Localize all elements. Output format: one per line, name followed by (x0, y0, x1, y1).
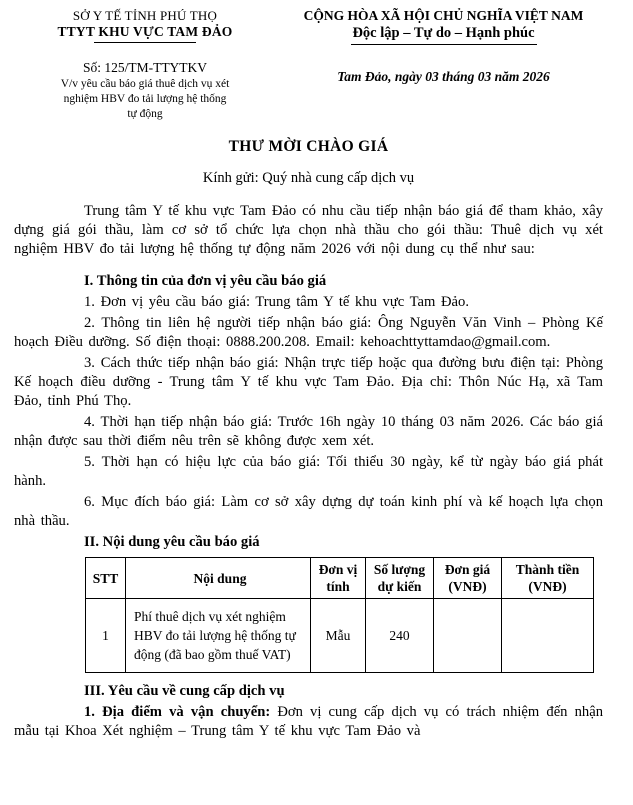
issuing-organization: TTYT KHU VỰC TAM ĐẢO (57, 24, 233, 39)
document-subject (14, 77, 276, 122)
section-1-item-4: 4. Thời hạn tiếp nhận báo giá: Trước 16h ngày 10 tháng 03 năm 2026. Các báo giá nhận được sau thời điểm nêu trên sẽ không được xem xét. (14, 414, 603, 449)
cell-so-luong: 240 (366, 599, 434, 673)
section-3-item-1-label: 1. Địa điểm và vận chuyển: (84, 704, 271, 720)
col-header-don-gia: Đơn giá (VNĐ) (434, 558, 502, 599)
national-motto-line2: Độc lập – Tự do – Hạnh phúc (352, 25, 535, 41)
document-title: THƯ MỜI CHÀO GIÁ (228, 138, 389, 155)
letterhead (14, 8, 603, 122)
letterhead-left (14, 8, 276, 122)
intro-paragraph: Trung tâm Y tế khu vực Tam Đảo có nhu cầu tiếp nhận báo giá để tham khảo, xây dựng giá gói thầu, làm cơ sở tổ chức lựa chọn nhà thầu cho gói thầu: Thuê dịch vụ xét nghiệm HBV đo tải lượng hệ thống tự động năm 2026 với nội dung cụ thể như sau: (14, 203, 603, 257)
section-1-item-1: 1. Đơn vị yêu cầu báo giá: Trung tâm Y tế khu vực Tam Đảo. (84, 294, 469, 310)
organization-underline (94, 42, 196, 43)
salutation: Kính gửi: Quý nhà cung cấp dịch vụ (202, 170, 415, 186)
section-1-heading: I. Thông tin của đơn vị yêu cầu báo giá (84, 273, 327, 289)
quotation-table-body (86, 599, 594, 673)
col-header-thanh-tien: Thành tiền (VNĐ) (502, 558, 594, 599)
cell-noi-dung: Phí thuê dịch vụ xét nghiệm HBV đo tải lượng hệ thống tự động (đã bao gồm thuế VAT) (126, 599, 311, 673)
document-number: Số: 125/TM-TTYTKV (82, 60, 208, 75)
place-date-line: Tam Đảo, ngày 03 tháng 03 năm 2026 (337, 69, 550, 84)
cell-thanh-tien (502, 599, 594, 673)
section-3-item-1 (14, 703, 603, 741)
cell-stt: 1 (86, 599, 126, 673)
cell-don-vi-tinh: Mẫu (311, 599, 366, 673)
table-header-row (86, 558, 594, 599)
subject-line: V/v yêu cầu báo giá thuê dịch vụ xét (60, 78, 230, 90)
col-header-noi-dung: Nội dung (126, 558, 311, 599)
section-2-heading: II. Nội dung yêu cầu báo giá (84, 534, 260, 550)
section-1-item-3: 3. Cách thức tiếp nhận báo giá: Nhận trực tiếp hoặc qua đường bưu điện tại: Phòng Kế hoạch điều dưỡng - Trung tâm Y tế khu vực Tam Đảo. Địa chỉ: Thôn Núc Hạ, xã Tam Đảo, tỉnh Phú Thọ. (14, 355, 603, 409)
national-motto-line1: CỘNG HÒA XÃ HỘI CHỦ NGHĨA VIỆT NAM (303, 8, 584, 23)
col-header-stt: STT (86, 558, 126, 599)
cell-don-gia (434, 599, 502, 673)
section-1-item-2: 2. Thông tin liên hệ người tiếp nhận báo giá: Ông Nguyễn Văn Vinh – Phòng Kế hoạch Điều dưỡng. Số điện thoại: 0888.200.208. Email: kehoachttyttamdao@gmail.com. (14, 315, 603, 350)
section-3-heading: III. Yêu cầu về cung cấp dịch vụ (84, 683, 285, 699)
table-row (86, 599, 594, 673)
quotation-table (85, 557, 594, 673)
letterhead-right (276, 8, 603, 85)
motto-underline (351, 44, 537, 45)
issuing-department: SỞ Y TẾ TỈNH PHÚ THỌ (72, 8, 218, 23)
col-header-so-luong: Số lượng dự kiến (366, 558, 434, 599)
section-1-item-5: 5. Thời hạn có hiệu lực của báo giá: Tối thiểu 30 ngày, kể từ ngày báo giá phát hành. (14, 454, 603, 489)
subject-line: tự động (127, 108, 163, 120)
subject-line: nghiệm HBV đo tải lượng hệ thống (63, 93, 227, 105)
col-header-don-vi-tinh: Đơn vị tính (311, 558, 366, 599)
quotation-table-head (86, 558, 594, 599)
section-1-item-6: 6. Mục đích báo giá: Làm cơ sở xây dựng dự toán kinh phí và kế hoạch lựa chọn nhà thầu. (14, 494, 603, 529)
section-3-item-1-text: Đơn vị cung cấp dịch vụ có trách nhiệm đến nhận mẫu tại Khoa Xét nghiệm – Trung tâm Y tế khu vực Tam Đảo và (14, 704, 603, 739)
